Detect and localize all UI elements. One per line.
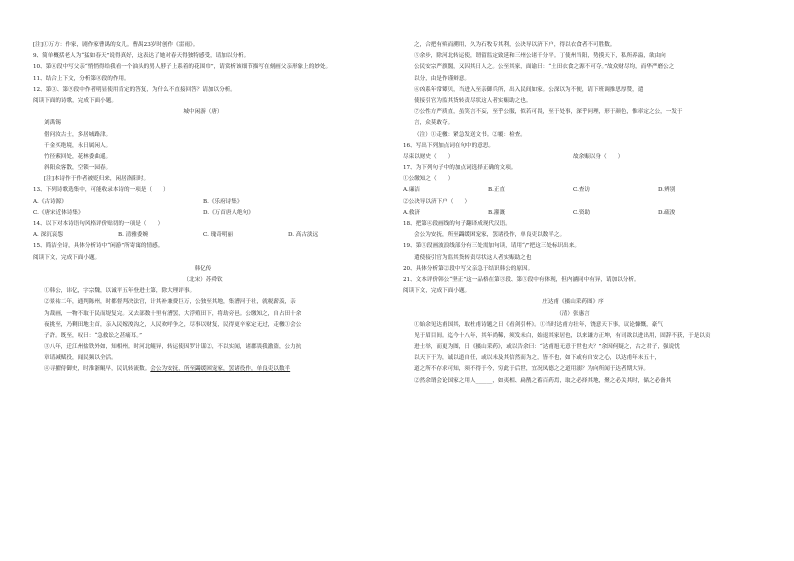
option-item: C.《唐宋近体诗集》 <box>33 209 84 216</box>
essay-body <box>33 286 373 376</box>
question-17: 17、为下列句子中的加点词选择正确的文项。 <box>403 165 517 172</box>
poem-line: 斜阳众客散，空锁一园春。 <box>44 165 112 172</box>
option-item: D.辨别 <box>658 187 676 194</box>
text-line: 10、第⑥段中写父亲“悄悄得给我看一个油头的男人脖子上系着的花围巾”，请赏析该细节描写在刻画父亲形象上的妙处。 <box>33 64 332 71</box>
question-21: 21、文本评价韩公“坚正”这一品格在第③段、第⑤段中有体现，但内涵同中有异，请加以分析。 <box>403 276 640 283</box>
option-item: A.救济 <box>403 209 421 216</box>
essay-line: 以分，由是作谨辩意。 <box>414 75 470 82</box>
preface-title: 庄达甫《摄山采药图》序 <box>542 299 604 306</box>
question-20: 20、具体分析第②段中写父亲急于结识韩公的原因。 <box>403 265 534 272</box>
option-item: D.《万首唐人绝句》 <box>203 209 254 216</box>
poem-note: [注]本诗作于作者被贬归来，闲居洛阳时。 <box>44 176 150 183</box>
essay-line-plain: ④寻擢侍御史，时淮浙鲲早，民讥转流数。 <box>44 366 151 373</box>
option-item: B.《乐府诗集》 <box>203 198 243 205</box>
essay-line: 为裁画，一物不取于民而堤复完。又去部数十里有漕罢，大浮殖田下，将劫旁邑。公缴知之，自占田十余 <box>44 310 302 317</box>
essay-line: 言，众莫敢夺。 <box>414 120 454 127</box>
option-item: C.资助 <box>573 209 591 216</box>
option-item: A. 深沉哀怨 <box>33 232 63 239</box>
essay-line: ③八年，迁江州盐铁外如，知相州。时河北鲲异，转运使因罗计谋②，不以实闻，诸郡畏我激盗，公力抗 <box>44 344 302 351</box>
preface-line: 见于眉目间。迄今十八年，其年尚稀，须发未白，始退其家居也，以来谦方正坤，有司欲以进出用，固辞不获，于是以贡 <box>414 332 711 339</box>
option-item: C.查访 <box>573 187 591 194</box>
option-item: D. 高古淡远 <box>288 232 319 239</box>
essay-line: ①韩公，讳亿，字宗魏，以诚平五年登进士第，除大理评事。 <box>44 288 196 295</box>
text-line: 9、简单概括老人为“猛如春天”说得真好，这表达了她对春天得独特感受，请加以分析。 <box>33 53 250 60</box>
question-19: 19、第⑤段画波浪线部分有三处需加句读，请用“/”把这三处标识出来。 <box>403 243 580 250</box>
option-item: B.灌溉 <box>488 209 506 216</box>
essay-line: 子許。既至，叹曰：“急救讼之甚痛耳。” <box>44 332 143 339</box>
question-14: 14、以下对本诗语句风格评价贴切的一项是（ ） <box>33 221 164 227</box>
essay-line: ⑤余步，除河北转运使，谓留监定致延和三州公诸千分平。丁使州当阳，势摸天下，私所养溢，欲由向 <box>414 53 666 60</box>
reading-instruction-2: 阅读下文，完成下面小题。 <box>403 288 471 295</box>
poem-line: 竹径萦回处，花林委曲遥。 <box>44 153 112 160</box>
text-line: 11、结合上下文，分析第⑧段的作用。 <box>33 75 130 82</box>
underlined-sentence: 会公为安抚，所至蠲缓困宠家，罢诸役作，单良吏以数半 <box>150 366 291 373</box>
essay-title: 韩亿传 <box>194 265 212 272</box>
preface-line: ②然余谓会论国家之用人______，如夷相、扁鹊之蓄百药焉，取之必择其地，聚之必关其时，储之必备其 <box>414 377 672 384</box>
option-item: D.疏浚 <box>658 209 676 216</box>
question-15: 15、简洁全诗，具体分析诗中“闲游”所寄寓的情感。 <box>33 243 164 250</box>
option-row <box>33 208 373 219</box>
poet-name: 刘禹锡 <box>44 120 61 127</box>
option-item: B.正直 <box>488 187 506 194</box>
question-16: 16、写出下列加点词在句中的意思。 <box>403 142 495 149</box>
essay-line: （注）①走檄：紧急发送文书。②覆：检查。 <box>414 131 526 138</box>
preface-line: ①始余见达甫国其，取杜甫诗题之日《看剑引杯》。①当时达甫方壮年，饶意天下事，议论慷慨，豪气 <box>414 321 663 328</box>
text-line: 12、第③、第⑨段中作者明显使用肯定的答复，为什么不直接回答？请加以分析。 <box>33 86 236 93</box>
question-17-a: ①公缴知之（ ） <box>403 176 454 183</box>
option-item: B. 清雅委婉 <box>118 232 149 239</box>
essay-line: 公民安宗严旗閣，又囚其日人之。公至其家，面谕曰：“土田衣食之源不可夺。”故众财尽均，而华严磨公之 <box>414 64 675 71</box>
essay-line: ②景祐二年，通判陈州，时都督判决法官，计其补兼费巨万，公独至其地，集漕河于社，就税薪羡，亲 <box>44 299 296 306</box>
preface-body <box>403 320 743 387</box>
essay-line <box>33 364 373 375</box>
preface-line: 以天下于为，诚以道自任，或以未及其信然而为之，皆不也，如下或有自安之心，以达甫年未五十， <box>414 355 661 362</box>
right-column <box>403 40 743 387</box>
essay-line: 使接引官为监其货转责尽状这人者实赈助之也。 <box>414 97 532 104</box>
question-19-text: 遣使接引官为监其货转责尽状这人者实赈助之也 <box>414 254 532 261</box>
option-item: A.廉洁 <box>403 187 421 194</box>
essay-line: ⑦公性方严质直，虽笑言不妄，至乎公服，似若可畏，至于处事，深乎问理，形于颜色，惟率定之公，一发于 <box>414 109 683 116</box>
poem-line: 借问汝古士，多居城路津。 <box>44 131 112 138</box>
essay-line: 章请减赋役，闻民频以全活。 <box>44 355 117 362</box>
question-17-b: ②公决导以济下户（ ） <box>403 198 471 205</box>
text-line: 阅读下面的诗歌，完成下面小题。 <box>33 97 117 104</box>
question-17-a-options <box>403 185 743 196</box>
option-item: A.《古诗源》 <box>33 198 67 205</box>
essay-author: （北宋）苏舜钦 <box>183 276 223 283</box>
blank-item: 故余赈以身（ ） <box>573 153 624 160</box>
question-16-items <box>403 152 743 163</box>
left-column <box>33 40 373 376</box>
option-item: C. 瑰奇明丽 <box>203 232 234 239</box>
question-13-options <box>33 197 373 219</box>
poem-title: 城中闲游（唐） <box>183 109 223 116</box>
preface-author: （清）张惠言 <box>556 310 590 317</box>
poem-body <box>33 130 373 175</box>
essay-line: 夜挑至，乃剩田地主首，亲入民嫁浚沟之，人民欢呼争之，尽事以财复，民得更辛家定无过，走檄①会公 <box>44 321 302 328</box>
essay-line: 之，合把有殡而溯用，久为石牧专其利，公决导以济下户，得以衣食者不可胜数。 <box>414 42 616 48</box>
question-17-b-options <box>403 208 743 219</box>
blank-item: 尽束以财史（ ） <box>403 153 454 160</box>
reading-instruction: 阅读下文，完成下面小题。 <box>33 254 101 261</box>
question-14-options <box>33 230 373 241</box>
option-row <box>33 197 373 208</box>
question-18: 18、把第④段画线的句子翻译成现代汉语。 <box>403 221 511 227</box>
question-18-text: 会公为安抚，所至蠲缓困宠家，罢诸役作，单良吏以数半之。 <box>414 232 566 239</box>
poem-line: 千金买绝境，永日属闲人。 <box>44 142 112 149</box>
text-line: [注]①万方：作家，剧作家曹禺的女儿。曹禺23岁时创作《雷雨》。 <box>33 42 199 48</box>
question-13: 13、下列诗歌选集中，可能收录本诗的一项是（ ） <box>33 187 169 194</box>
preface-line: 道之所不存求可知，须不得于今，穷此于后世，宜况凤德之之道用溺？为向所闻于达者期大异。 <box>414 366 649 373</box>
essay-continuation <box>403 40 743 141</box>
left-question-block <box>33 40 373 107</box>
essay-line: ⑥凶系年常颦贝，当进入至亲御兵所，出入民间如家。公深以为不便，请下班调推思厚赞，遣 <box>414 86 644 93</box>
preface-line: 进士举，而更为图，日《摄山采药》，或以告余曰：“达甫旭无意于世也夫？”余因何疑之，古之君子，强说忧 <box>414 344 680 351</box>
